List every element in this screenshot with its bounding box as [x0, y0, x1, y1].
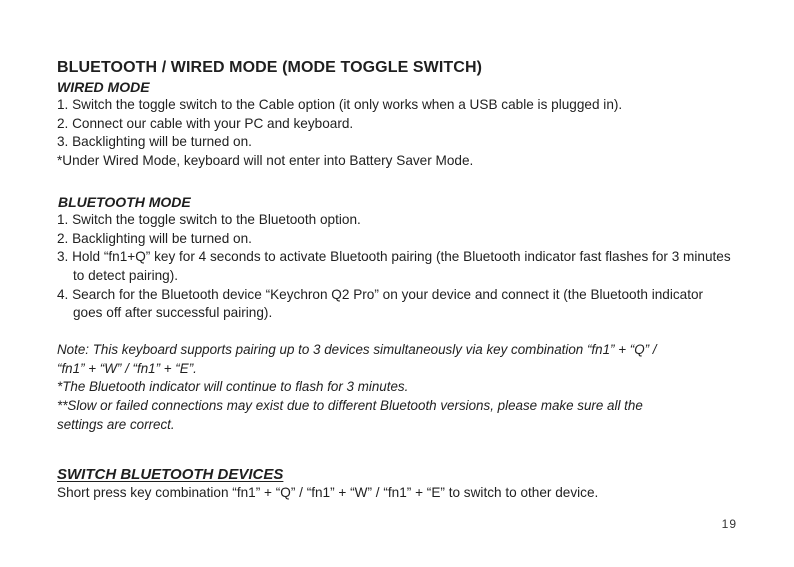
notes-block [57, 341, 757, 435]
switch-devices-text: Short press key combination “fn1” + “Q” / “fn1” + “W” / “fn1” + “E” to switch to other device. [57, 484, 599, 500]
bluetooth-step-4: 4. Search for the Bluetooth device “Keychron Q2 Pro” on your device and connect it (the Bluetooth indicator goes off after successful pairing). [57, 286, 704, 321]
switch-devices-title: SWITCH BLUETOOTH DEVICES [57, 465, 284, 483]
pairing-note: Note: This keyboard supports pairing up to 3 devices simultaneously via key combination “fn1” + “Q” / “fn1” + “W” / “fn1” + “E”. [57, 342, 657, 376]
wired-step-1: 1. Switch the toggle switch to the Cable option (it only works when a USB cable is plugged in). [57, 97, 623, 112]
page-heading: BLUETOOTH / WIRED MODE (MODE TOGGLE SWITCH) [57, 59, 483, 76]
connection-note: **Slow or failed connections may exist due to different Bluetooth versions, please make sure all the settings are correct. [57, 398, 643, 432]
wired-footnote: *Under Wired Mode, keyboard will not enter into Battery Saver Mode. [57, 153, 474, 169]
bluetooth-step-2: 2. Backlighting will be turned on. [57, 230, 252, 246]
manual-page [57, 58, 757, 502]
indicator-note: *The Bluetooth indicator will continue to flash for 3 minutes. [57, 379, 409, 395]
wired-mode-title: WIRED MODE [57, 79, 150, 95]
wired-step-2: 2. Connect our cable with your PC and keyboard. [57, 115, 354, 131]
bluetooth-step-1: 1. Switch the toggle switch to the Bluetooth option. [57, 211, 361, 227]
bluetooth-step-3: 3. Hold “fn1+Q” key for 4 seconds to activate Bluetooth pairing (the Bluetooth indicator fast flashes for 3 minutes to detect pairing). [57, 249, 731, 283]
bluetooth-mode-title: BLUETOOTH MODE [58, 193, 191, 210]
wired-step-3: 3. Backlighting will be turned on. [57, 134, 252, 150]
page-number: 19 [721, 517, 737, 531]
